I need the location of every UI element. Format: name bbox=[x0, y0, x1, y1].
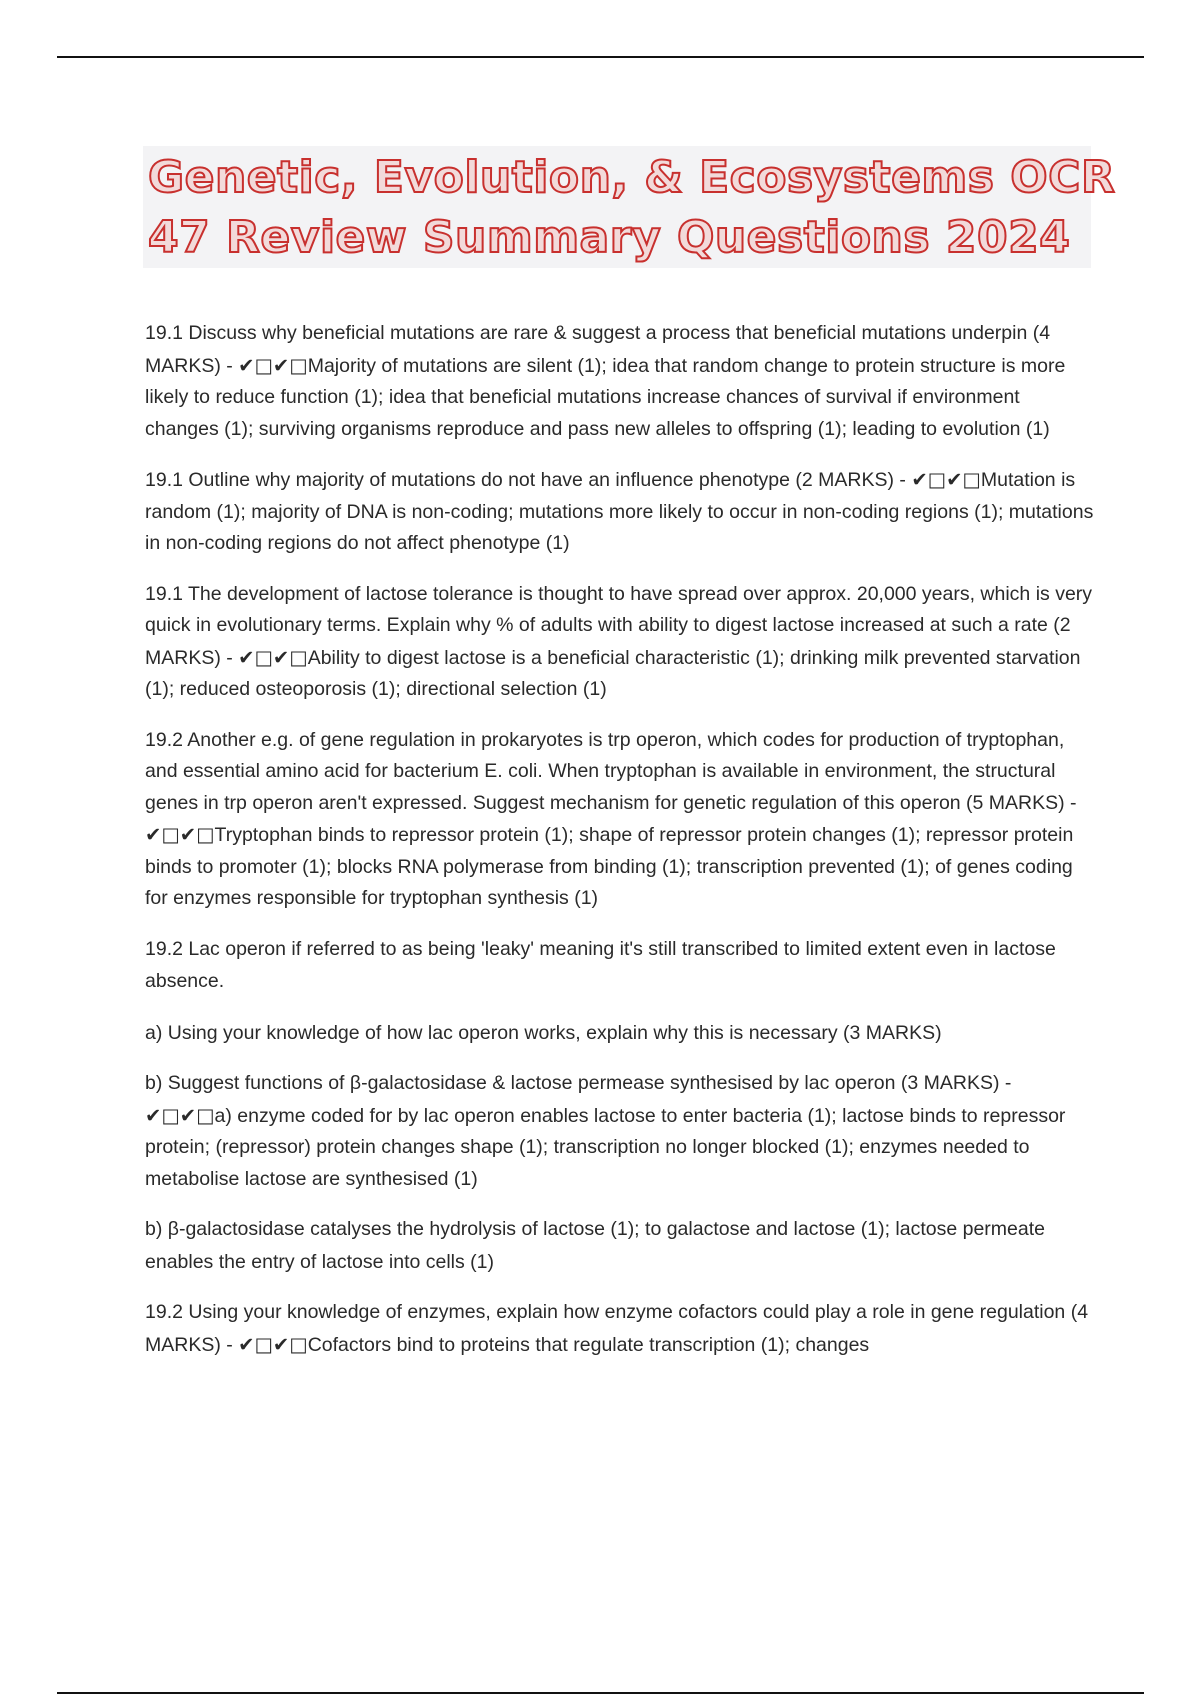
question-text: 19.1 The development of lactose tolerance is thought to have spread over approx. 20,000 years, which is very quick in evolutionary terms. Explain why % of adults with ability to digest lactose increased at such a rate (2 MARKS) - bbox=[145, 582, 1093, 669]
qa-item-3 bbox=[145, 579, 1095, 706]
answer-text: Tryptophan binds to repressor protein (1); shape of repressor protein changes (1); repressor protein binds to promoter (1); blocks RNA polymerase from binding (1); transcription prevented (1); of genes coding for enzymes responsible for tryptophan synthesis (1) bbox=[145, 824, 1074, 909]
question-text: 19.1 Discuss why beneficial mutations are rare & suggest a process that beneficial mutations underpin (4 MARKS) - bbox=[145, 322, 1051, 377]
answer-text: a) enzyme coded for by lac operon enables lactose to enter bacteria (1); lactose binds to repressor protein; (repressor) protein changes shape (1); transcription no longer blocked (1); enzymes needed to metabolise lactose are synthesised (1) bbox=[145, 1104, 1066, 1190]
question-text: b) β-galactosidase catalyses the hydrolysis of lactose (1); to galactose and lactose (1); lactose permeate enables the entry of lactose into cells (1) bbox=[145, 1218, 1045, 1273]
document-title-line-2: 47 Review Summary Questions 2024 bbox=[148, 212, 1071, 263]
question-text: a) Using your knowledge of how lac operon works, explain why this is necessary (3 MARKS) bbox=[145, 1021, 942, 1044]
checkmark-icon: ✔□✔□ bbox=[911, 468, 981, 491]
qa-item-9 bbox=[145, 1297, 1095, 1361]
question-text: 19.1 Outline why majority of mutations do not have an influence phenotype (2 MARKS) - bbox=[145, 469, 912, 491]
document-body bbox=[145, 318, 1095, 1380]
checkmark-icon: ✔□✔□ bbox=[238, 1332, 308, 1356]
question-text: 19.2 Using your knowledge of enzymes, explain how enzyme cofactors could play a role in gene regulation (4 MARKS) - bbox=[145, 1301, 1089, 1356]
answer-text: Ability to digest lactose is a beneficial characteristic (1); drinking milk prevented starvation (1); reduced osteoporosis (1); directional selection (1) bbox=[145, 646, 1081, 700]
document-title-line-1: Genetic, Evolution, & Ecosystems OCR bbox=[148, 152, 1116, 203]
bottom-rule bbox=[57, 1692, 1144, 1694]
qa-item-5 bbox=[145, 934, 1095, 998]
qa-item-7 bbox=[145, 1068, 1095, 1195]
answer-text: Cofactors bind to proteins that regulate transcription (1); changes bbox=[307, 1333, 870, 1356]
qa-item-8 bbox=[145, 1214, 1095, 1278]
question-text: 19.2 Lac operon if referred to as being 'leaky' meaning it's still transcribed to limited extent even in lactose absence. bbox=[145, 937, 1056, 992]
top-rule bbox=[57, 56, 1144, 58]
answer-text: Mutation is random (1); majority of DNA is non-coding; mutations more likely to occur in non-coding regions (1); mutations in non-coding regions do not affect phenotype (1) bbox=[145, 469, 1094, 554]
qa-item-4 bbox=[145, 725, 1095, 915]
answer-text: Majority of mutations are silent (1); idea that random change to protein structure is more likely to reduce function (1); idea that beneficial mutations increase chances of survival if environment changes (1); surviving organisms reproduce and pass new alleles to offspring (1); leading to evolution (1) bbox=[145, 354, 1066, 440]
checkmark-icon: ✔□✔□ bbox=[238, 353, 308, 377]
checkmark-icon: ✔□✔□ bbox=[238, 645, 308, 669]
qa-item-6 bbox=[145, 1017, 1095, 1050]
qa-item-1 bbox=[145, 318, 1095, 445]
checkmark-icon: ✔□✔□ bbox=[145, 1103, 215, 1127]
checkmark-icon: ✔□✔□ bbox=[145, 823, 215, 846]
question-text: b) Suggest functions of β-galactosidase & lactose permease synthesised by lac operon (3 MARKS) - bbox=[145, 1072, 1012, 1094]
qa-item-2 bbox=[145, 464, 1095, 560]
question-text: 19.2 Another e.g. of gene regulation in prokaryotes is trp operon, which codes for production of tryptophan, and essential amino acid for bacterium E. coli. When tryptophan is available in environment, the structural genes in trp operon aren't expressed. Suggest mechanism for genetic regulation of this operon (5 MARKS) - bbox=[145, 728, 1077, 814]
